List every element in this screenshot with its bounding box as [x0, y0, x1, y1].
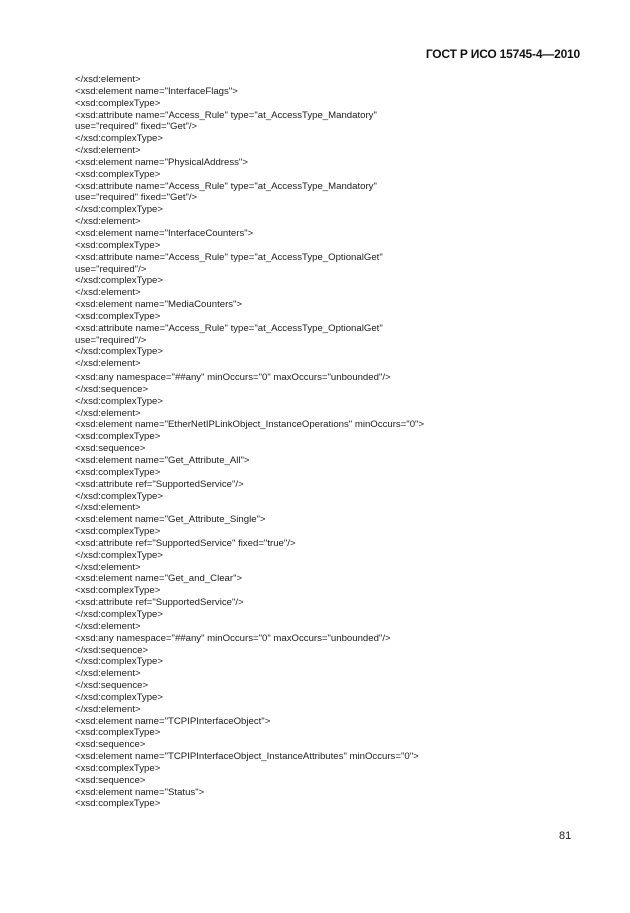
- code-line: <xsd:element name="TCPIPInterfaceObject">: [75, 715, 271, 727]
- code-line: </xsd:element>: [75, 561, 141, 573]
- code-line: </xsd:element>: [75, 668, 141, 680]
- code-line: <xsd:complexType>: [75, 431, 161, 443]
- code-line: <xsd:attribute name="Access_Rule" type="at_AccessType_Mandatory": [75, 180, 377, 192]
- code-line: </xsd:element>: [75, 502, 141, 514]
- code-line: <xsd:element name="TCPIPInterfaceObject_InstanceAttributes" minOccurs="0">: [75, 751, 419, 763]
- code-line: <xsd:any namespace="##any" minOccurs="0" maxOccurs="unbounded"/>: [75, 372, 391, 384]
- code-line: </xsd:element>: [75, 74, 141, 85]
- code-line: <xsd:sequence>: [75, 774, 146, 786]
- code-line: use="required" fixed="Get"/>: [75, 121, 198, 133]
- code-line: </xsd:complexType>: [75, 549, 163, 561]
- code-line: <xsd:complexType>: [75, 762, 161, 774]
- code-line: <xsd:element name="MediaCounters">: [75, 299, 243, 311]
- code-line: </xsd:complexType>: [75, 490, 163, 502]
- code-line: </xsd:complexType>: [75, 608, 163, 620]
- code-line: <xsd:complexType>: [75, 239, 161, 251]
- code-line: <xsd:complexType>: [75, 466, 161, 478]
- document-header-standard-id: ГОСТ Р ИСО 15745-4—2010: [425, 47, 580, 61]
- code-line: <xsd:attribute ref="SupportedService"/>: [75, 478, 244, 490]
- code-line: </xsd:element>: [75, 703, 141, 715]
- code-line: </xsd:complexType>: [75, 346, 163, 358]
- code-line: use="required" fixed="Get"/>: [75, 192, 198, 204]
- code-line: </xsd:sequence>: [75, 383, 149, 395]
- code-line: </xsd:complexType>: [75, 656, 163, 668]
- code-line: <xsd:attribute ref="SupportedService" fixed="true"/>: [75, 537, 296, 549]
- code-line: <xsd:complexType>: [75, 310, 161, 322]
- code-line: <xsd:sequence>: [75, 443, 146, 455]
- code-line: <xsd:sequence>: [75, 739, 146, 751]
- code-line: <xsd:element name="InterfaceCounters">: [75, 227, 254, 239]
- code-line: <xsd:element name="Get_Attribute_All">: [75, 455, 250, 466]
- code-line: <xsd:complexType>: [75, 97, 161, 109]
- xsd-code-listing: [75, 74, 424, 810]
- page-number: 81: [559, 830, 572, 842]
- code-line: </xsd:sequence>: [75, 680, 149, 692]
- code-line: </xsd:complexType>: [75, 204, 163, 216]
- code-line: </xsd:element>: [75, 620, 141, 632]
- code-line: </xsd:element>: [75, 407, 141, 419]
- code-line: <xsd:element name="Status">: [75, 786, 205, 798]
- code-line: <xsd:element name="EtherNetIPLinkObject_InstanceOperations" minOccurs="0">: [75, 419, 425, 431]
- code-line: <xsd:attribute ref="SupportedService"/>: [75, 597, 244, 609]
- code-line: <xsd:attribute name="Access_Rule" type="at_AccessType_OptionalGet": [75, 322, 383, 334]
- code-line: </xsd:complexType>: [75, 133, 163, 145]
- code-line: </xsd:complexType>: [75, 691, 163, 703]
- code-line: <xsd:complexType>: [75, 168, 161, 180]
- code-line: </xsd:element>: [75, 358, 141, 370]
- code-line: </xsd:complexType>: [75, 275, 163, 287]
- code-line: <xsd:attribute name="Access_Rule" type="at_AccessType_OptionalGet": [75, 251, 383, 263]
- code-line: <xsd:complexType>: [75, 798, 161, 810]
- code-line: </xsd:element>: [75, 145, 141, 157]
- code-line: <xsd:attribute name="Access_Rule" type="at_AccessType_Mandatory": [75, 109, 377, 121]
- code-line: <xsd:element name="Get_and_Clear">: [75, 573, 243, 585]
- code-line: <xsd:element name="InterfaceFlags">: [75, 85, 238, 97]
- code-line: </xsd:element>: [75, 287, 141, 299]
- code-line: use="required"/>: [75, 334, 147, 346]
- code-line: </xsd:complexType>: [75, 395, 163, 407]
- code-line: </xsd:element>: [75, 216, 141, 228]
- code-line: <xsd:any namespace="##any" minOccurs="0" maxOccurs="unbounded"/>: [75, 632, 391, 644]
- code-line: use="required"/>: [75, 263, 147, 275]
- code-line: <xsd:complexType>: [75, 585, 161, 597]
- code-line: </xsd:sequence>: [75, 644, 149, 656]
- code-line: <xsd:complexType>: [75, 526, 161, 538]
- code-line: <xsd:element name="PhysicalAddress">: [75, 156, 248, 168]
- code-line: <xsd:element name="Get_Attribute_Single">: [75, 514, 266, 526]
- code-line: <xsd:complexType>: [75, 727, 161, 739]
